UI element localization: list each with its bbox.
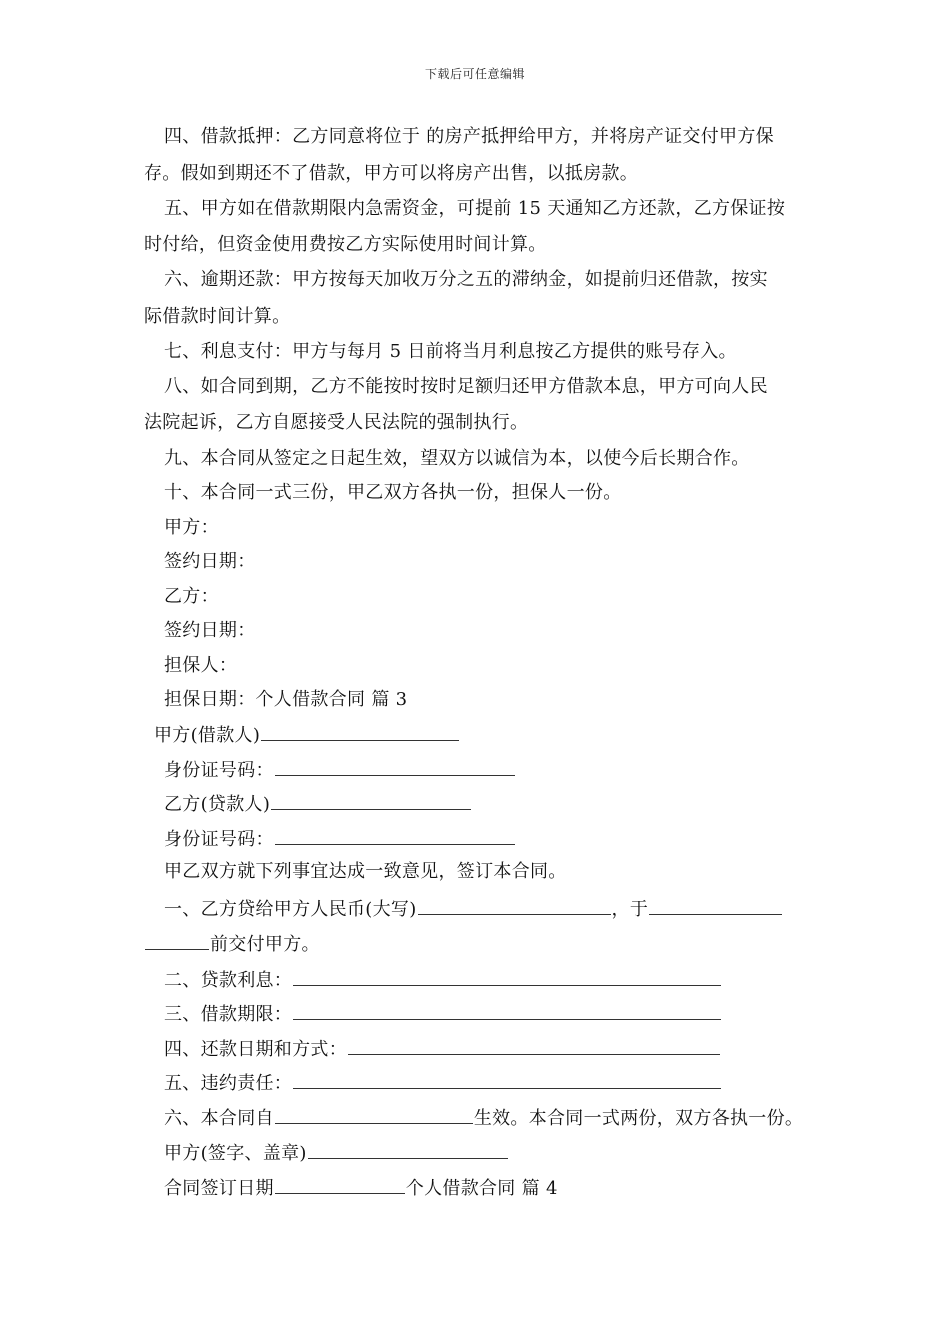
party-a-blank[interactable]	[261, 722, 459, 741]
liability-blank[interactable]	[293, 1070, 721, 1089]
guarantee-date-label: 担保日期：个人借款合同 篇 3	[164, 689, 408, 710]
contract-party-a-row	[154, 722, 460, 748]
signature-blank[interactable]	[308, 1140, 508, 1159]
guarantor-label: 担保人：	[164, 655, 238, 676]
effective-date-blank[interactable]	[275, 1105, 473, 1124]
sign-date-blank[interactable]	[275, 1175, 405, 1194]
contract-item-6	[164, 1105, 803, 1131]
contract-item-3	[164, 1001, 722, 1027]
id-number-a-label: 身份证号码：	[164, 760, 274, 781]
next-contract-title: 个人借款合同 篇 4	[405, 1178, 558, 1199]
contract-item-1-line-1	[164, 896, 783, 922]
item-6-suffix: 生效。本合同一式两份，双方各执一份。	[473, 1108, 804, 1129]
contract-item-5	[164, 1070, 722, 1096]
party-b-signature-label: 乙方：	[164, 586, 219, 607]
paragraph-4-line-2: 存。假如到期还不了借款，甲方可以将房产出售，以抵房款。	[144, 163, 639, 184]
sign-date-a-label: 签约日期：	[164, 551, 256, 572]
paragraph-5-line-1: 五、甲方如在借款期限内急需资金，可提前 15 天通知乙方还款，乙方保证按	[164, 198, 786, 219]
item-6-prefix: 六、本合同自	[164, 1108, 274, 1129]
contract-date-row	[164, 1175, 558, 1201]
id-number-b-blank[interactable]	[275, 826, 515, 845]
paragraph-10: 十、本合同一式三份，甲乙双方各执一份，担保人一份。	[164, 482, 622, 503]
party-b-blank[interactable]	[271, 791, 471, 810]
page-header: 下载后可任意编辑	[424, 67, 525, 81]
contract-item-4	[164, 1036, 721, 1062]
loan-term-blank[interactable]	[293, 1001, 721, 1020]
contract-item-1-line-2	[144, 931, 320, 957]
sign-date-b-label: 签约日期：	[164, 620, 256, 641]
item-2-label: 二、贷款利息：	[164, 970, 293, 991]
contract-intro: 甲乙双方就下列事宜达成一致意见，签订本合同。	[164, 861, 567, 882]
item-5-label: 五、违约责任：	[164, 1073, 293, 1094]
contract-id-a-row	[164, 757, 516, 783]
contract-item-2	[164, 967, 722, 993]
item-1-mid: ，于	[611, 899, 649, 920]
paragraph-7: 七、利息支付：甲方与每月 5 日前将当月利息按乙方提供的账号存入。	[164, 341, 737, 362]
paragraph-9: 九、本合同从签定之日起生效，望双方以诚信为本，以使今后长期合作。	[164, 448, 750, 469]
repayment-blank[interactable]	[348, 1036, 720, 1055]
paragraph-8-line-2: 法院起诉，乙方自愿接受人民法院的强制执行。	[144, 412, 529, 433]
party-a-borrower-label: 甲方(借款人)	[154, 725, 261, 746]
interest-blank[interactable]	[293, 967, 721, 986]
contract-id-b-row	[164, 826, 516, 852]
paragraph-8-line-1: 八、如合同到期，乙方不能按时按时足额归还甲方借款本息，甲方可向人民	[164, 376, 768, 397]
paragraph-6-line-1: 六、逾期还款：甲方按每天加收万分之五的滞纳金，如提前归还借款，按实	[164, 269, 768, 290]
amount-blank[interactable]	[418, 896, 611, 915]
sign-date-label: 合同签订日期	[164, 1178, 274, 1199]
item-1-prefix: 一、乙方贷给甲方人民币(大写)	[164, 899, 417, 920]
party-a-signature-label: 甲方：	[164, 517, 219, 538]
party-b-lender-label: 乙方(贷款人)	[164, 794, 271, 815]
contract-signature-row	[164, 1140, 509, 1166]
id-number-b-label: 身份证号码：	[164, 829, 274, 850]
item-4-label: 四、还款日期和方式：	[164, 1039, 347, 1060]
signature-label: 甲方(签字、盖章)	[164, 1143, 307, 1164]
id-number-a-blank[interactable]	[275, 757, 515, 776]
paragraph-6-line-2: 际借款时间计算。	[144, 306, 291, 327]
delivery-date-blank-2[interactable]	[145, 931, 209, 950]
paragraph-4-line-1: 四、借款抵押：乙方同意将位于 的房产抵押给甲方，并将房产证交付甲方保	[164, 126, 774, 147]
item-1-suffix: 前交付甲方。	[210, 934, 320, 955]
delivery-date-blank-1[interactable]	[649, 896, 782, 915]
contract-party-b-row	[164, 791, 472, 817]
paragraph-5-line-2: 时付给，但资金使用费按乙方实际使用时间计算。	[144, 234, 547, 255]
item-3-label: 三、借款期限：	[164, 1004, 293, 1025]
